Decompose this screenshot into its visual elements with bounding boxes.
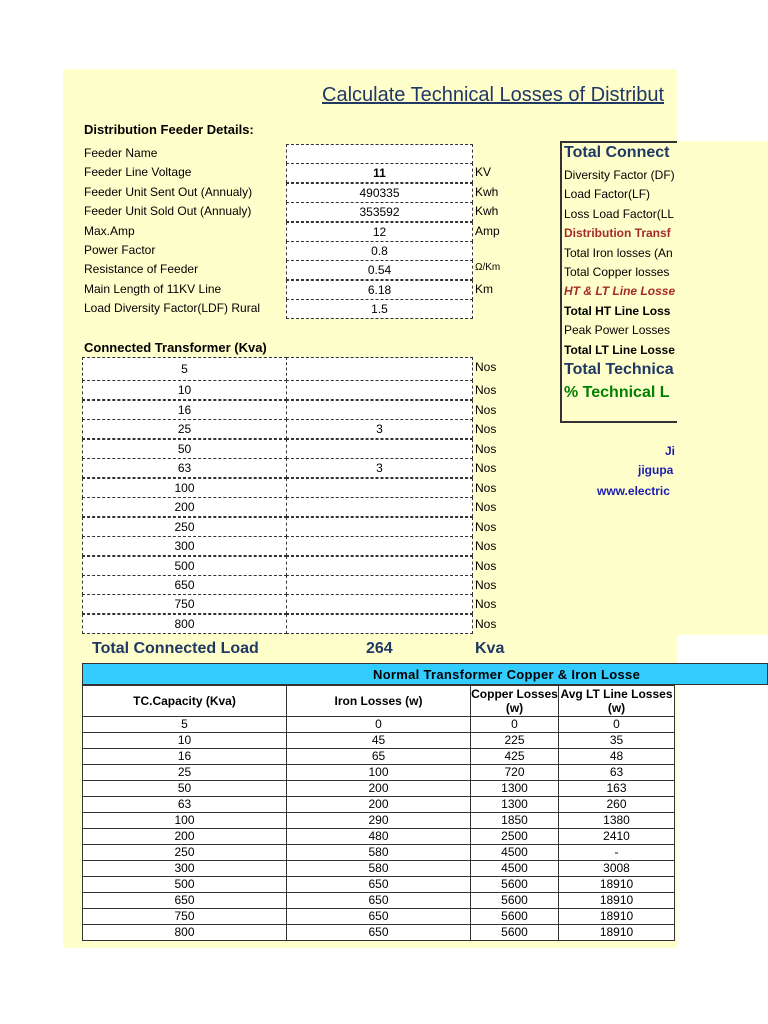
table-cell: 2500 (471, 829, 559, 845)
table-cell: 5600 (471, 877, 559, 893)
summary-line: Distribution Transf (564, 226, 671, 240)
transformer-count-input[interactable] (286, 439, 473, 459)
transformer-count-input[interactable] (286, 380, 473, 400)
table-row (83, 845, 675, 861)
feeder-label: Feeder Name (84, 146, 158, 160)
feeder-label: Feeder Line Voltage (84, 165, 192, 179)
table-row (83, 765, 675, 781)
table-row (83, 925, 675, 941)
table-cell: 25 (83, 765, 287, 781)
transformer-count-input[interactable] (286, 497, 473, 517)
table-cell: 300 (83, 861, 287, 877)
transformer-unit: Nos (475, 578, 497, 592)
table-cell: 63 (559, 765, 675, 781)
feeder-label: Power Factor (84, 243, 156, 257)
transformer-kva: 200 (82, 497, 287, 517)
table-cell: 750 (83, 909, 287, 925)
feeder-value-input[interactable] (286, 144, 473, 164)
summary-heading: Total Connect (564, 144, 670, 161)
page-title: Calculate Technical Losses of Distribut (322, 84, 665, 106)
table-cell: 720 (471, 765, 559, 781)
transformer-kva: 25 (82, 419, 287, 439)
credit-website[interactable]: www.electric (597, 484, 670, 498)
transformer-count-input[interactable] (286, 594, 473, 614)
transformer-count-input[interactable] (286, 614, 473, 634)
transformer-kva: 50 (82, 439, 287, 459)
table-cell: 800 (83, 925, 287, 941)
transformer-unit: Nos (475, 597, 497, 611)
feeder-value-input[interactable]: 0.8 (286, 241, 473, 261)
transformer-count-input[interactable] (286, 400, 473, 420)
table-cell: 65 (287, 749, 471, 765)
table-cell: 500 (83, 877, 287, 893)
table-cell: 580 (287, 845, 471, 861)
transformer-unit: Nos (475, 559, 497, 573)
transformer-count-input[interactable] (286, 357, 473, 381)
table-cell: 100 (287, 765, 471, 781)
table-cell: 4500 (471, 845, 559, 861)
table-row (83, 829, 675, 845)
table-cell: 3008 (559, 861, 675, 877)
table-cell: 50 (83, 781, 287, 797)
feeder-value-input[interactable]: 11 (286, 163, 473, 183)
transformer-kva: 500 (82, 556, 287, 576)
table-cell: 35 (559, 733, 675, 749)
transformer-unit: Nos (475, 461, 497, 475)
transformer-unit: Nos (475, 422, 497, 436)
transformer-kva: 100 (82, 478, 287, 498)
table-cell: 250 (83, 845, 287, 861)
feeder-label: Max.Amp (84, 224, 135, 238)
table-cell: 650 (287, 909, 471, 925)
table-row (83, 861, 675, 877)
table-cell: 290 (287, 813, 471, 829)
table-cell: 18910 (559, 909, 675, 925)
feeder-label: Main Length of 11KV Line (84, 282, 222, 296)
summary-technical: Total Technica (564, 361, 674, 378)
transformer-unit: Nos (475, 442, 497, 456)
header-lt-line-losses: Avg LT Line Losses (w) (560, 687, 673, 715)
table-cell: 48 (559, 749, 675, 765)
table-cell: 1300 (471, 781, 559, 797)
table-cell: 200 (83, 829, 287, 845)
loss-table-banner-text: Normal Transformer Copper & Iron Losse (373, 667, 641, 682)
table-cell: 1850 (471, 813, 559, 829)
summary-line: Peak Power Losses (564, 323, 671, 337)
credit-name: Ji (665, 444, 676, 458)
summary-line: Total Copper losses (564, 265, 670, 279)
table-row (83, 893, 675, 909)
total-connected-unit: Kva (475, 640, 505, 657)
table-cell: 5600 (471, 925, 559, 941)
table-cell: 650 (287, 925, 471, 941)
table-cell: 63 (83, 797, 287, 813)
transformer-kva: 10 (82, 380, 287, 400)
summary-panel (560, 141, 677, 423)
transformer-section-heading: Connected Transformer (Kva) (84, 340, 267, 355)
table-cell: 0 (559, 717, 675, 733)
table-row (83, 909, 675, 925)
feeder-value-input[interactable]: 6.18 (286, 280, 473, 300)
table-cell: 650 (287, 877, 471, 893)
header-tc-capacity: TC.Capacity (Kva) (83, 686, 287, 717)
transformer-kva: 5 (82, 357, 287, 381)
transformer-kva: 63 (82, 458, 287, 478)
table-cell: 1300 (471, 797, 559, 813)
table-row (83, 733, 675, 749)
summary-line: Loss Load Factor(LL (564, 207, 675, 221)
table-cell: 580 (287, 861, 471, 877)
table-row (83, 717, 675, 733)
transformer-kva: 16 (82, 400, 287, 420)
feeder-label: Feeder Unit Sent Out (Annualy) (84, 185, 253, 199)
summary-percent: % Technical L (564, 384, 670, 401)
table-cell: - (559, 845, 675, 861)
feeder-unit: Kwh (475, 204, 499, 218)
total-connected-value: 264 (366, 640, 393, 657)
feeder-value-input[interactable]: 1.5 (286, 299, 473, 319)
table-cell: 18910 (559, 925, 675, 941)
transformer-count-input[interactable]: 3 (286, 458, 473, 478)
feeder-unit: Km (475, 282, 493, 296)
transformer-kva: 800 (82, 614, 287, 634)
table-cell: 5 (83, 717, 287, 733)
spreadsheet-area-right (677, 141, 768, 635)
table-cell: 0 (471, 717, 559, 733)
transformer-count-input[interactable] (286, 517, 473, 537)
summary-line: HT & LT Line Losse (564, 284, 676, 298)
transformer-unit: Nos (475, 539, 497, 553)
transformer-count-input[interactable]: 3 (286, 419, 473, 439)
summary-line: Diversity Factor (DF) (564, 168, 675, 182)
feeder-unit: Amp (475, 224, 500, 238)
transformer-count-input[interactable] (286, 575, 473, 595)
table-cell: 200 (287, 797, 471, 813)
table-cell: 260 (559, 797, 675, 813)
feeder-value-input[interactable]: 490335 (286, 183, 473, 203)
feeder-label: Resistance of Feeder (84, 262, 199, 276)
feeder-value-input[interactable]: 0.54 (286, 260, 473, 280)
transformer-unit: Nos (475, 383, 497, 397)
transformer-unit: Nos (475, 481, 497, 495)
summary-line: Total LT Line Losse (564, 343, 675, 357)
table-row (83, 797, 675, 813)
header-iron-losses: Iron Losses (w) (287, 686, 471, 717)
feeder-section-heading: Distribution Feeder Details: (84, 122, 254, 137)
table-cell: 0 (287, 717, 471, 733)
transformer-kva: 650 (82, 575, 287, 595)
table-row (83, 813, 675, 829)
summary-line: Total Iron losses (An (564, 246, 673, 260)
transformer-unit: Nos (475, 500, 497, 514)
table-cell: 2410 (559, 829, 675, 845)
table-cell: 45 (287, 733, 471, 749)
table-cell: 1380 (559, 813, 675, 829)
transformer-kva: 250 (82, 517, 287, 537)
table-cell: 10 (83, 733, 287, 749)
credit-email: jigupa (638, 463, 674, 477)
table-cell: 4500 (471, 861, 559, 877)
feeder-label: Load Diversity Factor(LDF) Rural (84, 301, 261, 315)
transformer-count-input[interactable] (286, 536, 473, 556)
summary-line: Load Factor(LF) (564, 187, 651, 201)
table-cell: 480 (287, 829, 471, 845)
table-cell: 18910 (559, 877, 675, 893)
feeder-label: Feeder Unit Sold Out (Annualy) (84, 204, 252, 218)
table-row (83, 877, 675, 893)
transformer-unit: Nos (475, 360, 497, 374)
table-cell: 425 (471, 749, 559, 765)
table-cell: 18910 (559, 893, 675, 909)
feeder-unit: Ω/Km (475, 262, 501, 273)
transformer-unit: Nos (475, 520, 497, 534)
table-cell: 163 (559, 781, 675, 797)
table-cell: 5600 (471, 909, 559, 925)
loss-table-banner (82, 663, 768, 685)
table-row (83, 781, 675, 797)
header-copper-losses: Copper Losses (w) (471, 687, 558, 715)
transformer-count-input[interactable] (286, 478, 473, 498)
table-cell: 200 (287, 781, 471, 797)
transformer-count-input[interactable] (286, 556, 473, 576)
feeder-unit: KV (475, 165, 492, 179)
table-cell: 16 (83, 749, 287, 765)
table-cell: 650 (287, 893, 471, 909)
transformer-unit: Nos (475, 617, 497, 631)
table-row (83, 749, 675, 765)
table-cell: 650 (83, 893, 287, 909)
transformer-kva: 750 (82, 594, 287, 614)
transformer-kva: 300 (82, 536, 287, 556)
feeder-value-input[interactable]: 353592 (286, 202, 473, 222)
feeder-value-input[interactable]: 12 (286, 222, 473, 242)
loss-table (82, 685, 675, 941)
table-cell: 5600 (471, 893, 559, 909)
total-connected-label: Total Connected Load (92, 640, 259, 657)
transformer-unit: Nos (475, 403, 497, 417)
table-cell: 225 (471, 733, 559, 749)
table-cell: 100 (83, 813, 287, 829)
summary-line: Total HT Line Loss (564, 304, 671, 318)
feeder-unit: Kwh (475, 185, 499, 199)
